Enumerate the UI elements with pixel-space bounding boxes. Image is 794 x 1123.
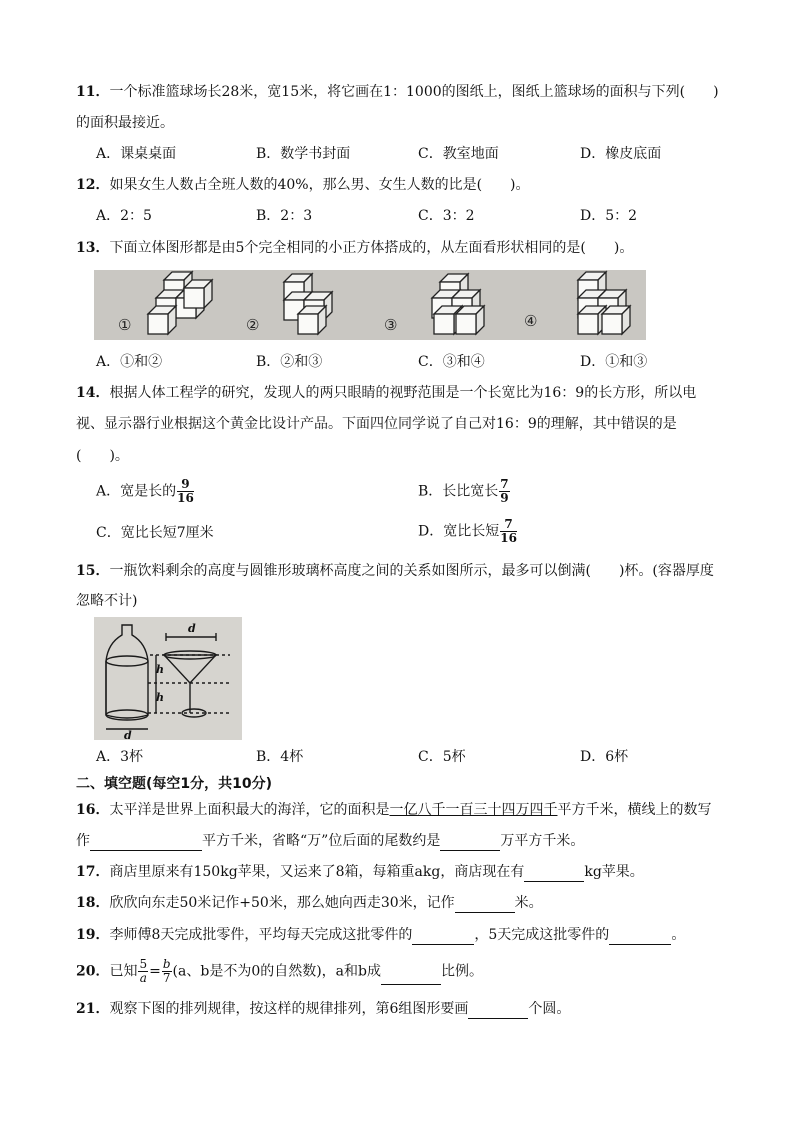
q14-line2: 视、显示器行业根据这个黄金比设计产品。下面四位同学说了自己对16：9的理解，其中错误的是 <box>76 416 677 432</box>
q15-label-d-bottom: d <box>124 729 132 740</box>
q17-blank[interactable] <box>524 865 584 882</box>
q16-line2 <box>76 831 584 851</box>
q18-text-post: 米。 <box>514 895 543 911</box>
q11-option-d[interactable]: D．橡皮底面 <box>580 146 662 162</box>
q12-text: 如果女生人数占全班人数的40%，那么男、女生人数的比是( )。 <box>109 177 530 193</box>
q17-number: 17． <box>76 864 110 880</box>
q16-text-c: 万平方千米。 <box>500 833 585 849</box>
q18-number: 18． <box>76 895 110 911</box>
q11-option-a[interactable]: A．课桌桌面 <box>96 146 177 162</box>
q14-option-b-text: B．长比宽长 <box>418 483 499 500</box>
q13-option-c[interactable]: C．③和④ <box>418 354 485 370</box>
q13-line <box>76 238 633 258</box>
q12-option-b[interactable]: B．2：3 <box>256 208 313 224</box>
q20-text-post2: 比例。 <box>441 963 483 980</box>
q13-option-d[interactable]: D．①和③ <box>580 354 648 370</box>
q15-label-h-lower: h <box>156 691 164 704</box>
q16-line1 <box>76 800 711 820</box>
q11-option-b[interactable]: B．数学书封面 <box>256 146 351 162</box>
q19-text-post: 。 <box>671 927 686 943</box>
q16-text-a: 作 <box>76 833 90 849</box>
q17-text-pre: 商店里原来有150kg苹果，又运来了8箱，每箱重akg，商店现在有 <box>109 864 525 880</box>
q14-option-c[interactable]: C．宽比长短7厘米 <box>96 525 214 541</box>
q15-option-b[interactable]: B．4杯 <box>256 749 304 765</box>
q11-option-c[interactable]: C．教室地面 <box>418 146 499 162</box>
q21-text-post: 个圆。 <box>528 1001 571 1017</box>
q11-line1 <box>76 82 719 102</box>
q14-line3: ( )。 <box>76 448 129 464</box>
q21-text-pre: 观察下图的排列规律，按这样的规律排列，第6组图形要画 <box>109 1001 469 1017</box>
q14-number: 14． <box>76 385 110 401</box>
q15-bottle-glass-figure <box>94 617 242 740</box>
q16-text-post: 平方千米，横线上的数写 <box>557 802 712 818</box>
q14-option-d-fraction: $\frac{7}{16}$ <box>500 517 517 545</box>
q20-fraction-1: $\frac{5}{a}$ <box>139 957 148 985</box>
q21-blank[interactable] <box>468 1002 528 1019</box>
q21-number: 21． <box>76 1001 110 1017</box>
q13-option-a[interactable]: A．①和② <box>96 354 163 370</box>
q14-option-d[interactable] <box>418 518 518 545</box>
q15-line1 <box>76 561 714 581</box>
q20-text-post1: (a、b是不为0的自然数)，a和b成 <box>172 963 381 980</box>
q19-blank-2[interactable] <box>609 928 671 945</box>
q16-blank-1[interactable] <box>90 834 202 851</box>
q12-option-a[interactable]: A．2：5 <box>96 208 152 224</box>
q16-underlined-number: 一亿八千一百三十四万四千 <box>389 802 558 818</box>
q20-blank[interactable] <box>381 968 441 985</box>
q20-line <box>76 958 483 985</box>
q16-number: 16． <box>76 802 110 818</box>
q18-text-pre: 欣欣向东走50米记作+50米，那么她向西走30米，记作 <box>109 895 455 911</box>
q15-number: 15． <box>76 563 110 579</box>
q19-text-mid: ，5天完成这批零件的 <box>474 927 610 943</box>
q15-option-a[interactable]: A．3杯 <box>96 749 144 765</box>
q15-option-c[interactable]: C．5杯 <box>418 749 466 765</box>
section-2-title: 二、填空题(每空1分，共10分) <box>76 776 273 792</box>
q12-option-c[interactable]: C．3：2 <box>418 208 475 224</box>
q20-text-pre: 已知 <box>109 963 138 980</box>
q13-number: 13． <box>76 240 110 256</box>
q15-text-1: 一瓶饮料剩余的高度与圆锥形玻璃杯高度之间的关系如图所示，最多可以倒满( )杯。(容器厚度 <box>109 563 714 579</box>
q17-text-post: kg苹果。 <box>584 864 644 880</box>
q14-line1 <box>76 383 696 403</box>
q11-number: 11． <box>76 84 110 100</box>
q18-line <box>76 893 543 913</box>
q18-blank[interactable] <box>455 896 515 913</box>
q15-option-d[interactable]: D．6杯 <box>580 749 629 765</box>
q19-text-pre: 李师傅8天完成批零件，平均每天完成这批零件的 <box>109 927 413 943</box>
q14-option-a-fraction: $\frac{9}{16}$ <box>177 477 194 505</box>
q13-figure-label-1: ① <box>118 316 132 334</box>
q20-equals: = <box>149 963 161 980</box>
q16-text-pre: 太平洋是世界上面积最大的海洋，它的面积是 <box>109 802 390 818</box>
q13-figure-label-3: ③ <box>384 316 398 334</box>
q13-option-b[interactable]: B．②和③ <box>256 354 323 370</box>
q17-line <box>76 862 644 882</box>
q14-text-1: 根据人体工程学的研究，发现人的两只眼睛的视野范围是一个长宽比为16：9的长方形，所以电 <box>109 385 697 401</box>
q19-blank-1[interactable] <box>412 928 474 945</box>
q13-figure-label-4: ④ <box>524 312 538 330</box>
q14-option-d-text: D．宽比长短 <box>418 523 500 540</box>
q13-figure-label-2: ② <box>246 316 260 334</box>
q19-line <box>76 925 685 945</box>
q13-text: 下面立体图形都是由5个完全相同的小正方体搭成的，从左面看形状相同的是( )。 <box>109 240 634 256</box>
q16-text-b: 平方千米，省略“万”位后面的尾数约是 <box>202 833 441 849</box>
q11-text: 一个标准篮球场长28米，宽15米，将它画在1：1000的图纸上，图纸上篮球场的面积与下列( ) <box>109 84 719 100</box>
q12-number: 12． <box>76 177 110 193</box>
q13-cube-figure <box>94 270 646 340</box>
q19-number: 19． <box>76 927 110 943</box>
q20-number: 20． <box>76 963 110 980</box>
q12-line <box>76 175 530 195</box>
q14-option-a-text: A．宽是长的 <box>96 483 177 500</box>
q14-option-b[interactable] <box>418 478 511 505</box>
q14-option-a[interactable] <box>96 478 195 505</box>
q15-line2: 忽略不计) <box>76 593 138 609</box>
q11-line2: 的面积最接近。 <box>76 115 174 131</box>
q16-blank-2[interactable] <box>440 834 500 851</box>
q21-line <box>76 999 570 1019</box>
q12-option-d[interactable]: D．5：2 <box>580 208 638 224</box>
q20-fraction-2: $\frac{b}{7}$ <box>162 957 171 985</box>
q14-option-b-fraction: $\frac{7}{9}$ <box>500 477 509 505</box>
q15-label-h-upper: h <box>156 663 164 676</box>
q15-label-d-top: d <box>188 622 196 635</box>
